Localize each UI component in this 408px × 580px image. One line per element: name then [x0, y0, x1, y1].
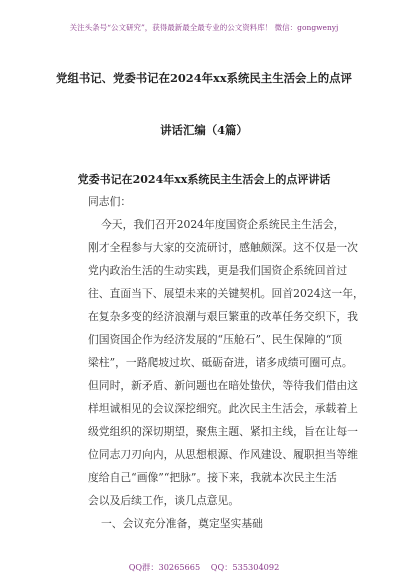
- body-paragraph-line: 级党组织的深切期望，聚焦主题、紧扣主线，旨在让每一: [88, 425, 358, 438]
- body-paragraph-line: 会以及后续工作，谈几点意见。: [88, 494, 240, 507]
- body-paragraph-line: 在复杂多变的经济浪潮与艰巨繁重的改革任务交织下，我: [88, 310, 358, 323]
- speech-title: 党委书记在2024年xx系统民主生活会上的点评讲话: [77, 173, 331, 186]
- body-paragraph-line: 们国资国企作为经济发展的“压舱石”、民生保障的“顶: [88, 333, 343, 346]
- header-banner: 关注头条号“公文研究”，获得最新最全最专业的公文资料库！ 微信：gongwenyj: [69, 23, 339, 32]
- body-paragraph-line: 今天，我们召开2024年度国资企系统民主生活会，: [101, 218, 345, 231]
- body-paragraph-line: 度给自己“画像”“把脉”。接下来，我就本次民主生活: [88, 471, 337, 484]
- body-paragraph-line: 样坦诚相见的会议深挖细究。此次民主生活会，承载着上: [88, 402, 358, 415]
- document-title-line-1: 党组书记、党委书记在2024年xx系统民主生活会上的点评: [56, 71, 352, 85]
- document-title-line-2: 讲话汇编（4篇）: [160, 123, 248, 137]
- body-paragraph-line: 党内政治生活的生动实践，更是我们国资企系统回首过: [88, 264, 348, 277]
- footer-banner: [0, 562, 408, 573]
- footer-qq-group: QQ群：30265665: [128, 562, 201, 572]
- salutation: 同志们：: [88, 195, 132, 208]
- body-paragraph-line: 往、直面当下、展望未来的关键契机。回首2024这一年，: [88, 287, 364, 300]
- body-paragraph-line: 刚才全程参与大家的交流研讨，感触颇深。这不仅是一次: [88, 241, 358, 254]
- body-paragraph-line: 位同志刀刃向内，从思想根源、作风建设、履职担当等维: [88, 448, 358, 461]
- body-paragraph-line: 梁柱”，一路爬坡过坎、砥砺奋进，诸多成绩可圈可点。: [88, 356, 353, 369]
- footer-qq-number: QQ：535304092: [210, 562, 280, 572]
- section-heading: 一、会议充分准备，奠定坚实基础: [101, 517, 263, 530]
- body-paragraph-line: 但同时，新矛盾、新问题也在暗处蛰伏，等待我们借由这: [88, 379, 358, 392]
